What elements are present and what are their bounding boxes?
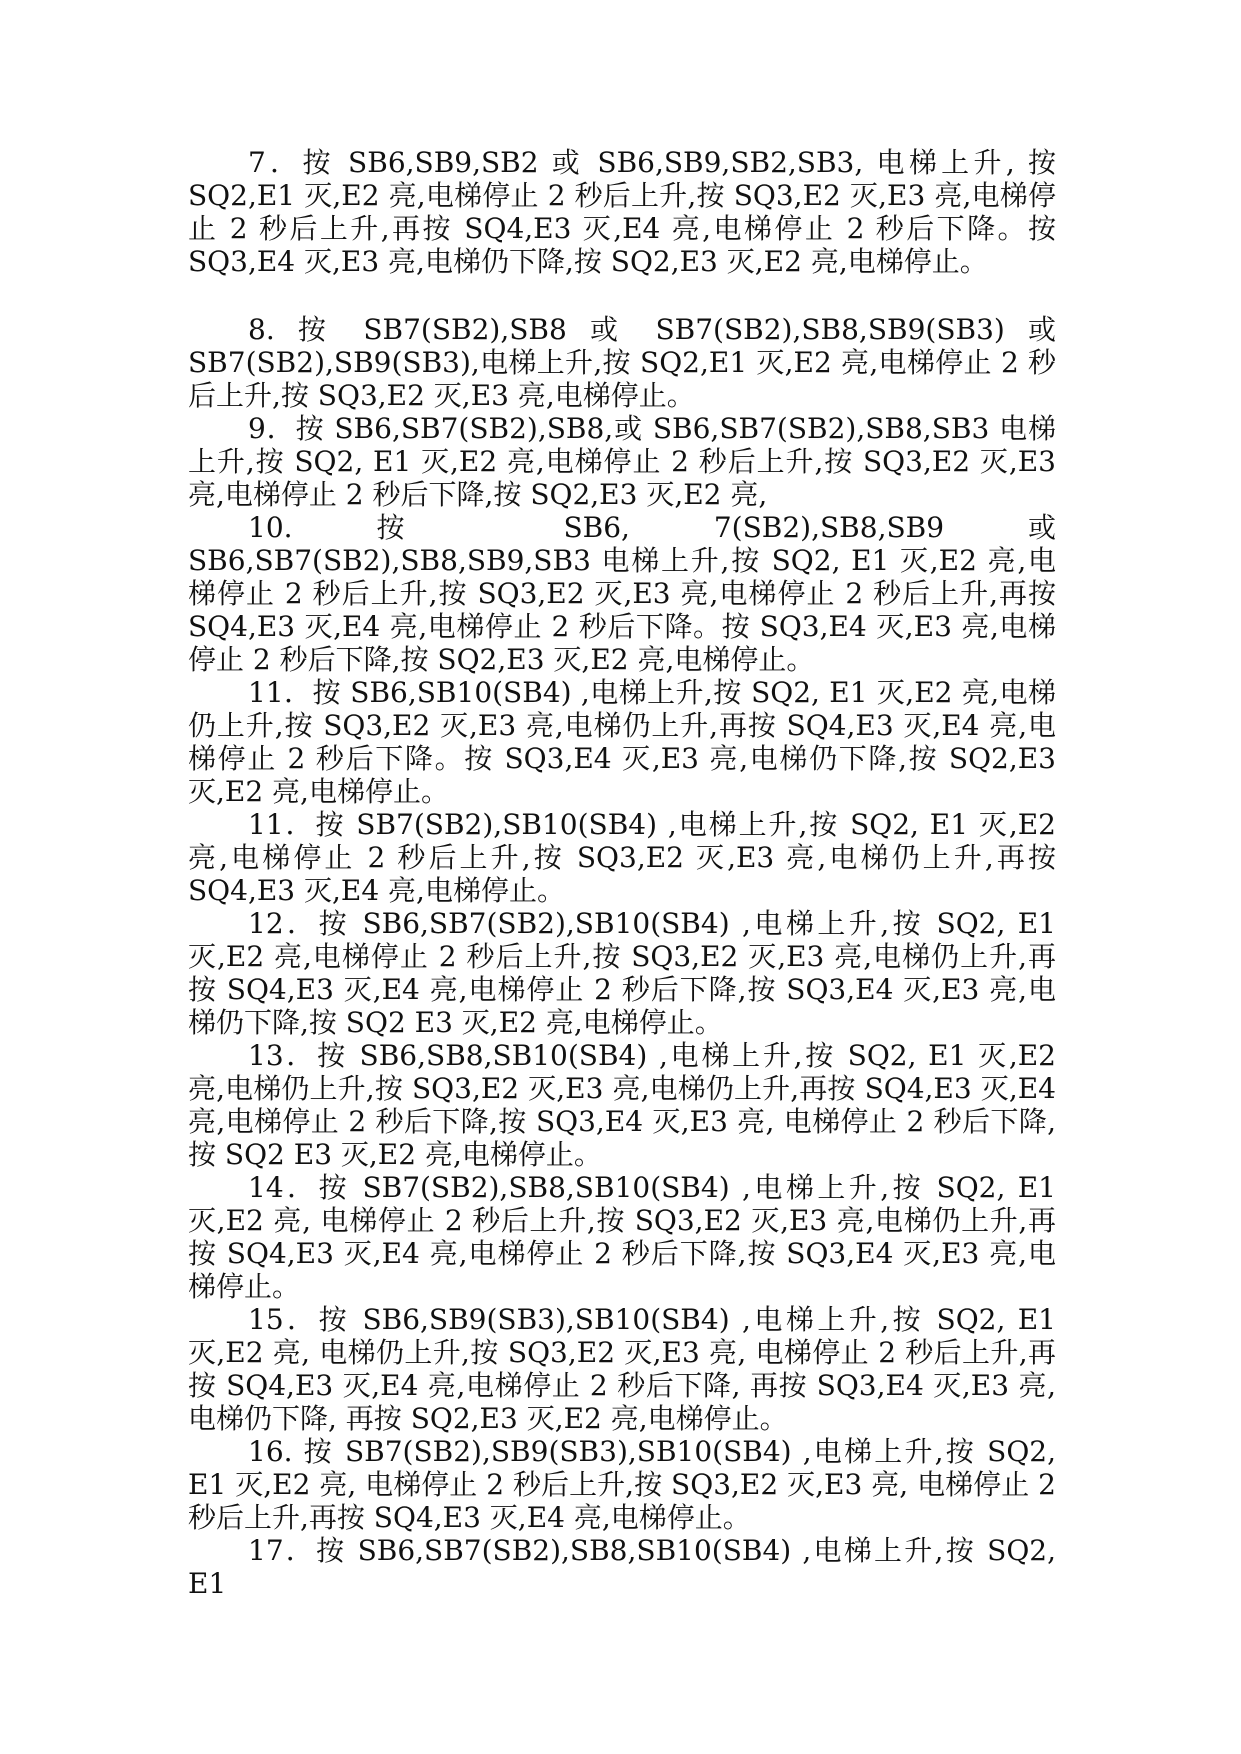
paragraph-item-15: 15．按 SB6,SB9(SB3),SB10(SB4) ,电梯上升,按 SQ2, E1 灭,E2 亮, 电梯仍上升,按 SQ3,E2 灭,E3 亮, 电梯停止 2 秒后上升,再按 SQ4,E3 灭,E4 亮,电梯停止 2 秒后下降, 再按 SQ3,E4 灭,E3 亮, 电梯仍下降, 再按 SQ2,E3 灭,E2 亮,电梯停止。 — [188, 1303, 1056, 1435]
paragraph-item-16: 16. 按 SB7(SB2),SB9(SB3),SB10(SB4) ,电梯上升,按 SQ2, E1 灭,E2 亮, 电梯停止 2 秒后上升,按 SQ3,E2 灭,E3 亮, 电梯停止 2 秒后上升,再按 SQ4,E3 灭,E4 亮,电梯停止。 — [188, 1435, 1056, 1534]
paragraph-item-9: 9．按 SB6,SB7(SB2),SB8,或 SB6,SB7(SB2),SB8,SB3 电梯上升,按 SQ2, E1 灭,E2 亮,电梯停止 2 秒后上升,按 SQ3,E2 灭,E3 亮,电梯停止 2 秒后下降,按 SQ2,E3 灭,E2 亮, — [188, 412, 1056, 511]
paragraph-item-11a: 11．按 SB6,SB10(SB4) ,电梯上升,按 SQ2, E1 灭,E2 亮,电梯仍上升,按 SQ3,E2 灭,E3 亮,电梯仍上升,再按 SQ4,E3 灭,E4 亮,电梯停止 2 秒后下降。按 SQ3,E4 灭,E3 亮,电梯仍下降,按 SQ2,E3 灭,E2 亮,电梯停止。 — [188, 676, 1056, 808]
paragraph-item-14: 14．按 SB7(SB2),SB8,SB10(SB4) ,电梯上升,按 SQ2, E1 灭,E2 亮, 电梯停止 2 秒后上升,按 SQ3,E2 灭,E3 亮,电梯仍上升,再按 SQ4,E3 灭,E4 亮,电梯停止 2 秒后下降,按 SQ3,E4 灭,E3 亮,电梯停止。 — [188, 1171, 1056, 1303]
paragraph-item-17: 17．按 SB6,SB7(SB2),SB8,SB10(SB4) ,电梯上升,按 SQ2, E1 — [188, 1534, 1056, 1600]
paragraph-item-8: 8. 按 SB7(SB2),SB8 或 SB7(SB2),SB8,SB9(SB3) 或 SB7(SB2),SB9(SB3),电梯上升,按 SQ2,E1 灭,E2 亮,电梯停止 2 秒后上升,按 SQ3,E2 灭,E3 亮,电梯停止。 — [188, 313, 1056, 412]
paragraph-item-13: 13．按 SB6,SB8,SB10(SB4) ,电梯上升,按 SQ2, E1 灭,E2 亮,电梯仍上升,按 SQ3,E2 灭,E3 亮,电梯仍上升,再按 SQ4,E3 灭,E4 亮,电梯停止 2 秒后下降,按 SQ3,E4 灭,E3 亮, 电梯停止 2 秒后下降,按 SQ2 E3 灭,E2 亮,电梯停止。 — [188, 1039, 1056, 1171]
document-body — [188, 146, 1056, 1600]
paragraph-item-12: 12．按 SB6,SB7(SB2),SB10(SB4) ,电梯上升,按 SQ2, E1 灭,E2 亮,电梯停止 2 秒后上升,按 SQ3,E2 灭,E3 亮,电梯仍上升,再按 SQ4,E3 灭,E4 亮,电梯停止 2 秒后下降,按 SQ3,E4 灭,E3 亮,电梯仍下降,按 SQ2 E3 灭,E2 亮,电梯停止。 — [188, 907, 1056, 1039]
paragraph-item-10: 10. 按 SB6, 7(SB2),SB8,SB9 或 SB6,SB7(SB2),SB8,SB9,SB3 电梯上升,按 SQ2, E1 灭,E2 亮,电梯停止 2 秒后上升,按 SQ3,E2 灭,E3 亮,电梯停止 2 秒后上升,再按 SQ4,E3 灭,E4 亮,电梯停止 2 秒后下降。按 SQ3,E4 灭,E3 亮,电梯停止 2 秒后下降,按 SQ2,E3 灭,E2 亮,电梯停止。 — [188, 511, 1056, 676]
paragraph-item-7: 7．按 SB6,SB9,SB2 或 SB6,SB9,SB2,SB3, 电梯上升, 按 SQ2,E1 灭,E2 亮,电梯停止 2 秒后上升,按 SQ3,E2 灭,E3 亮,电梯停止 2 秒后上升,再按 SQ4,E3 灭,E4 亮,电梯停止 2 秒后下降。按 SQ3,E4 灭,E3 亮,电梯仍下降,按 SQ2,E3 灭,E2 亮,电梯停止。 — [188, 146, 1056, 278]
paragraph-item-11b: 11．按 SB7(SB2),SB10(SB4) ,电梯上升,按 SQ2, E1 灭,E2 亮,电梯停止 2 秒后上升,按 SQ3,E2 灭,E3 亮,电梯仍上升,再按 SQ4,E3 灭,E4 亮,电梯停止。 — [188, 808, 1056, 907]
